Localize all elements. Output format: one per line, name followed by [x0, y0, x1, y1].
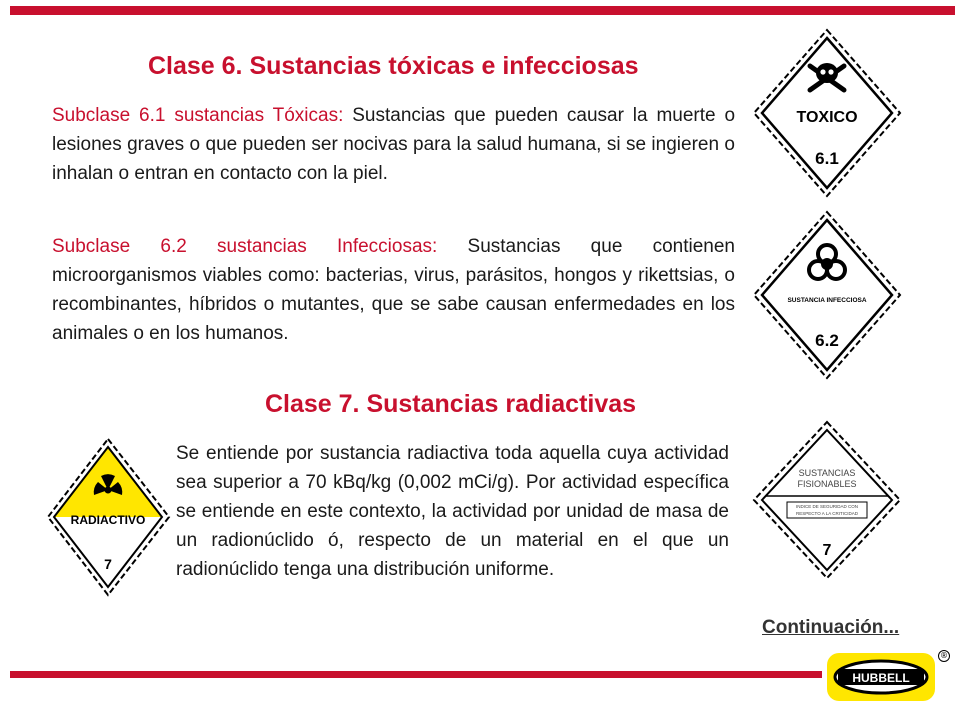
- bottom-accent-bar: [10, 671, 822, 678]
- infectious-hazard-sign: [752, 210, 902, 380]
- fissile-hazard-sign: [752, 420, 902, 580]
- fissile-sign-number: 7: [822, 542, 832, 559]
- subclass-6-2-body: Sustancias que contienen microorganismos viables como: bacterias, virus, parásitos, hongos y rikettsias, o recombinantes, híbridos o mutantes, que se sabe causan enfermedades en los animales o en los humanos.: [52, 236, 735, 344]
- infectious-sign-label: SUSTANCIA INFECCIOSA: [787, 297, 867, 304]
- subclass-6-2-lead: Subclase 6.2 sustancias Infecciosas:: [52, 236, 438, 257]
- subclass-6-1-paragraph: [52, 101, 735, 188]
- class7-title: Clase 7. Sustancias radiactivas: [265, 390, 637, 418]
- toxic-hazard-sign: [752, 28, 902, 198]
- fissile-box-line1: INDICE DE SEGURIDAD CON: [795, 504, 859, 509]
- radioactive-hazard-sign: [46, 437, 171, 597]
- hubbell-logo: [826, 652, 936, 702]
- toxic-sign-label: TOXICO: [796, 109, 858, 126]
- fissile-line1: SUSTANCIAS: [798, 468, 856, 478]
- subclass-6-1-lead: Subclase 6.1 sustancias Tóxicas:: [52, 105, 344, 126]
- radioactive-sign-label: RADIACTIVO: [70, 513, 146, 527]
- registered-mark: ®: [940, 651, 948, 660]
- fissile-line2: FISIONABLES: [797, 479, 857, 489]
- hubbell-logo-text: HUBBELL: [852, 671, 910, 685]
- subclass-6-1-body: Sustancias que pueden causar la muerte o lesiones graves o que pueden ser nocivas para la salud humana, si se ingieren o inhalan o entran en contacto con la piel.: [52, 105, 736, 184]
- class6-title: Clase 6. Sustancias tóxicas e infecciosas: [148, 52, 639, 80]
- class7-paragraph: Se entiende por sustancia radiactiva toda aquella cuya actividad sea superior a 70 kBq/kg (0,002 mCi/g). Por actividad específica se entiende en este contexto, la actividad por unidad de masa de un radionúclido ó, respecto de un material en el que un radionúclido tenga una distribución uniforme.: [176, 443, 729, 580]
- infectious-sign-number: 6.2: [815, 331, 839, 350]
- continuation-link[interactable]: Continuación...: [762, 617, 900, 638]
- subclass-6-2-paragraph: [52, 232, 735, 348]
- top-accent-bar: [10, 6, 955, 15]
- fissile-box-line2: RESPECTO A LA CRITICIDAD: [796, 511, 858, 516]
- radioactive-sign-number: 7: [104, 556, 112, 572]
- toxic-sign-number: 6.1: [815, 149, 839, 168]
